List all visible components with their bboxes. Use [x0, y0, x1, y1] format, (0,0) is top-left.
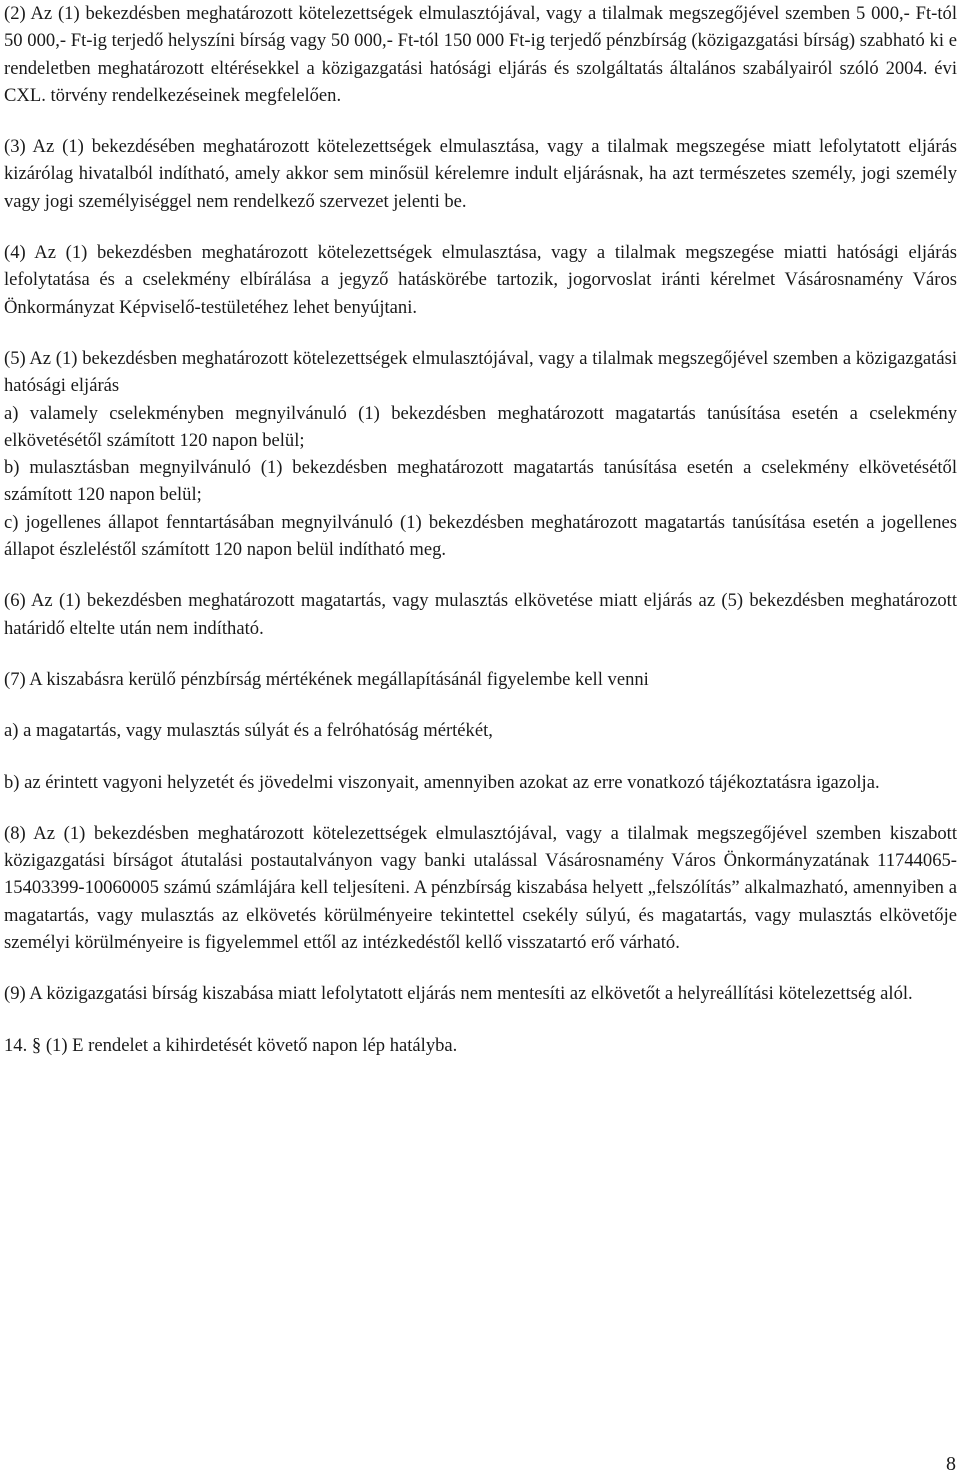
section-14: 14. § (1) E rendelet a kihirdetését követő napon lép hatályba. [4, 1034, 458, 1056]
document-page [4, 0, 957, 1059]
paragraph-7-item-b: b) az érintett vagyoni helyzetét és jövedelmi viszonyait, amennyiben azokat az erre vonatkozó tájékoztatásra igazolja. [4, 771, 880, 793]
paragraph-7-item-a: a) a magatartás, vagy mulasztás súlyát és a felróhatóság mértékét, [4, 720, 493, 742]
paragraph-7: (7) A kiszabásra kerülő pénzbírság mértékének megállapításánál figyelembe kell venni [4, 668, 649, 690]
paragraph-9: (9) A közigazgatási bírság kiszabása miatt lefolytatott eljárás nem mentesíti az elkövetőt a helyreállítási kötelezettség alól. [4, 983, 913, 1005]
paragraph-5-item-c: c) jogellenes állapot fenntartásában megnyilvánuló (1) bekezdésben meghatározott magatartás tanúsítása esetén a jogellenes állapot észleléstől számított 120 napon belül indítható meg. [4, 511, 957, 561]
paragraph-5-item-b: b) mulasztásban megnyilvánuló (1) bekezdésben meghatározott magatartás tanúsítása esetén a cselekmény elkövetésétől számított 120 napon belül; [4, 457, 957, 506]
paragraph-3: (3) Az (1) bekezdésében meghatározott kötelezettségek elmulasztása, vagy a tilalmak megszegése miatt lefolytatott eljárás kizárólag hivatalból indítható, amely akkor sem minősül kérelemre indult eljárásnak, ha azt természetes személy, jogi személy vagy jogi személyiséggel nem rendelkező szervezet jelenti be. [4, 136, 957, 212]
paragraph-5-intro: (5) Az (1) bekezdésben meghatározott kötelezettségek elmulasztójával, vagy a tilalmak megszegőjével szemben a közigazgatási hatósági eljárás [4, 347, 957, 397]
paragraph-8: (8) Az (1) bekezdésben meghatározott kötelezettségek elmulasztójával, vagy a tilalmak megszegőjével szemben kiszabott közigazgatási bírságot átutalási postautalványon vagy banki utalással Vásárosnamény Város Önkormányzatának 11744065-15403399-10060005 számú számlájára kell teljesíteni. A pénzbírság kiszabása helyett „felszólítás” alkalmazható, amennyiben a magatartás, vagy mulasztás az elkövetés körülményeire tekintettel csekély súlyú, és magatartás, vagy mulasztás elkövetője személyi körülményeire is figyelemmel ettől az intézkedéstől kellő visszatartó erő várható. [4, 822, 957, 954]
paragraph-4: (4) Az (1) bekezdésben meghatározott kötelezettségek elmulasztása, vagy a tilalmak megszegése miatti hatósági eljárás lefolytatása és a cselekmény elbírálása a jegyző hatáskörébe tartozik, jogorvoslat iránti kérelmet Vásárosnamény Város Önkormányzat Képviselő-testületéhez lehet benyújtani. [4, 242, 957, 318]
paragraph-6: (6) Az (1) bekezdésben meghatározott magatartás, vagy mulasztás elkövetése miatt eljárás az (5) bekezdésben meghatározott határidő eltelte után nem indítható. [4, 590, 957, 639]
paragraph-5-item-a: a) valamely cselekményben megnyilvánuló (1) bekezdésben meghatározott magatartás tanúsítása esetén a cselekmény elkövetésétől számított 120 napon belül; [4, 402, 957, 451]
page-number: 8 [946, 1453, 956, 1475]
paragraph-5 [4, 345, 957, 563]
paragraph-2: (2) Az (1) bekezdésben meghatározott kötelezettségek elmulasztójával, vagy a tilalmak megszegőjével szemben 5 000,- Ft-tól 50 000,- Ft-ig terjedő helyszíni bírság vagy 50 000,- Ft-tól 150 000 Ft-ig terjedő pénzbírság (közigazgatási bírság) szabható ki e rendeletben meghatározott eltérésekkel a közigazgatási hatósági eljárás és szolgáltatás általános szabályairól szóló 2004. évi CXL. törvény rendelkezéseinek megfelelően. [4, 3, 957, 106]
